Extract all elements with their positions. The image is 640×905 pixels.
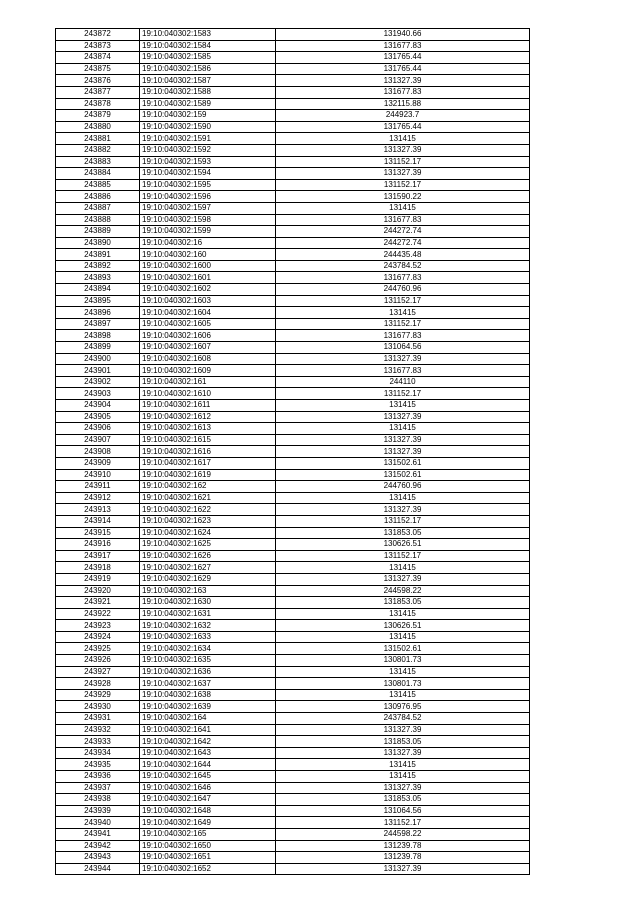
cadastral-number-cell: 19:10:040302:1585 [140,52,276,64]
value-cell: 131677.83 [276,330,530,342]
table-row [56,29,530,41]
value-cell: 244760.96 [276,284,530,296]
table-row [56,469,530,481]
table-row [56,86,530,98]
row-id-cell: 243918 [56,562,140,574]
table-row [56,759,530,771]
row-id-cell: 243937 [56,782,140,794]
row-id-cell: 243922 [56,608,140,620]
row-id-cell: 243876 [56,75,140,87]
row-id-cell: 243889 [56,226,140,238]
table-row [56,110,530,122]
value-cell: 131152.17 [276,318,530,330]
cadastral-number-cell: 19:10:040302:1584 [140,40,276,52]
cadastral-number-cell: 19:10:040302:160 [140,249,276,261]
table-row [56,318,530,330]
value-cell: 131327.39 [276,411,530,423]
row-id-cell: 243887 [56,202,140,214]
table-row [56,388,530,400]
value-cell: 130626.51 [276,620,530,632]
row-id-cell: 243940 [56,817,140,829]
table-row [56,214,530,226]
cadastral-number-cell: 19:10:040302:163 [140,585,276,597]
table-row [56,678,530,690]
row-id-cell: 243883 [56,156,140,168]
cadastral-number-cell: 19:10:040302:1591 [140,133,276,145]
cadastral-number-cell: 19:10:040302:1600 [140,260,276,272]
row-id-cell: 243875 [56,63,140,75]
table-row [56,249,530,261]
value-cell: 243784.52 [276,260,530,272]
cadastral-number-cell: 19:10:040302:1622 [140,504,276,516]
table-row [56,446,530,458]
cadastral-number-cell: 19:10:040302:1633 [140,631,276,643]
value-cell: 131765.44 [276,52,530,64]
row-id-cell: 243924 [56,631,140,643]
cadastral-number-cell: 19:10:040302:1613 [140,423,276,435]
table-row [56,353,530,365]
cadastral-number-cell: 19:10:040302:162 [140,481,276,493]
row-id-cell: 243885 [56,179,140,191]
row-id-cell: 243934 [56,747,140,759]
row-id-cell: 243920 [56,585,140,597]
cadastral-number-cell: 19:10:040302:1621 [140,492,276,504]
row-id-cell: 243917 [56,550,140,562]
cadastral-number-cell: 19:10:040302:1624 [140,527,276,539]
row-id-cell: 243927 [56,666,140,678]
table-row [56,782,530,794]
row-id-cell: 243897 [56,318,140,330]
cadastral-number-cell: 19:10:040302:1616 [140,446,276,458]
value-cell: 131064.56 [276,805,530,817]
table-row [56,342,530,354]
table-row [56,863,530,875]
table-row [56,539,530,551]
value-cell: 131415 [276,307,530,319]
cadastral-number-cell: 19:10:040302:1611 [140,400,276,412]
table-row [56,63,530,75]
cadastral-number-cell: 19:10:040302:1648 [140,805,276,817]
table-row [56,573,530,585]
row-id-cell: 243929 [56,689,140,701]
table-row [56,376,530,388]
value-cell: 131239.78 [276,852,530,864]
cadastral-number-cell: 19:10:040302:1645 [140,771,276,783]
table-row [56,481,530,493]
row-id-cell: 243900 [56,353,140,365]
table-row [56,260,530,272]
row-id-cell: 243880 [56,121,140,133]
table-row [56,295,530,307]
row-id-cell: 243879 [56,110,140,122]
row-id-cell: 243910 [56,469,140,481]
cadastral-number-cell: 19:10:040302:1632 [140,620,276,632]
table-row [56,144,530,156]
cadastral-number-cell: 19:10:040302:1602 [140,284,276,296]
cadastral-number-cell: 19:10:040302:1636 [140,666,276,678]
cadastral-number-cell: 19:10:040302:1643 [140,747,276,759]
value-cell: 244272.74 [276,226,530,238]
cadastral-number-cell: 19:10:040302:1630 [140,597,276,609]
cadastral-number-cell: 19:10:040302:1605 [140,318,276,330]
table-row [56,423,530,435]
row-id-cell: 243943 [56,852,140,864]
value-cell: 243784.52 [276,713,530,725]
cadastral-number-cell: 19:10:040302:1588 [140,86,276,98]
value-cell: 130626.51 [276,539,530,551]
cadastral-number-cell: 19:10:040302:1625 [140,539,276,551]
cadastral-number-cell: 19:10:040302:1647 [140,794,276,806]
row-id-cell: 243898 [56,330,140,342]
cadastral-number-cell: 19:10:040302:1599 [140,226,276,238]
cadastral-number-cell: 19:10:040302:1650 [140,840,276,852]
cadastral-number-cell: 19:10:040302:1631 [140,608,276,620]
cadastral-number-cell: 19:10:040302:1629 [140,573,276,585]
row-id-cell: 243915 [56,527,140,539]
table-row [56,771,530,783]
row-id-cell: 243878 [56,98,140,110]
value-cell: 131152.17 [276,388,530,400]
cadastral-number-cell: 19:10:040302:1586 [140,63,276,75]
cadastral-number-cell: 19:10:040302:1615 [140,434,276,446]
table-row [56,330,530,342]
row-id-cell: 243926 [56,655,140,667]
row-id-cell: 243888 [56,214,140,226]
table-row [56,365,530,377]
table-row [56,701,530,713]
table-row [56,284,530,296]
row-id-cell: 243936 [56,771,140,783]
row-id-cell: 243938 [56,794,140,806]
cadastral-number-cell: 19:10:040302:1652 [140,863,276,875]
value-cell: 131940.66 [276,29,530,41]
row-id-cell: 243903 [56,388,140,400]
row-id-cell: 243925 [56,643,140,655]
value-cell: 131152.17 [276,515,530,527]
table-row [56,585,530,597]
value-cell: 131415 [276,689,530,701]
cadastral-number-cell: 19:10:040302:1598 [140,214,276,226]
table-row [56,98,530,110]
row-id-cell: 243891 [56,249,140,261]
cadastral-number-cell: 19:10:040302:1638 [140,689,276,701]
row-id-cell: 243921 [56,597,140,609]
row-id-cell: 243944 [56,863,140,875]
table-row [56,655,530,667]
row-id-cell: 243913 [56,504,140,516]
table-row [56,794,530,806]
row-id-cell: 243894 [56,284,140,296]
row-id-cell: 243877 [56,86,140,98]
row-id-cell: 243901 [56,365,140,377]
cadastral-number-cell: 19:10:040302:1594 [140,168,276,180]
row-id-cell: 243881 [56,133,140,145]
table-row [56,666,530,678]
row-id-cell: 243935 [56,759,140,771]
cadastral-number-cell: 19:10:040302:1619 [140,469,276,481]
data-table [55,28,530,875]
cadastral-number-cell: 19:10:040302:1639 [140,701,276,713]
cadastral-number-cell: 19:10:040302:1635 [140,655,276,667]
value-cell: 131765.44 [276,63,530,75]
cadastral-number-cell: 19:10:040302:1649 [140,817,276,829]
cadastral-number-cell: 19:10:040302:165 [140,828,276,840]
value-cell: 131415 [276,608,530,620]
cadastral-number-cell: 19:10:040302:164 [140,713,276,725]
value-cell: 132115.88 [276,98,530,110]
table-row [56,400,530,412]
value-cell: 131853.05 [276,527,530,539]
value-cell: 131677.83 [276,272,530,284]
value-cell: 131415 [276,771,530,783]
value-cell: 130801.73 [276,678,530,690]
table-row [56,597,530,609]
row-id-cell: 243916 [56,539,140,551]
table-row [56,133,530,145]
cadastral-number-cell: 19:10:040302:1626 [140,550,276,562]
row-id-cell: 243933 [56,736,140,748]
value-cell: 131765.44 [276,121,530,133]
table-row [56,805,530,817]
cadastral-number-cell: 19:10:040302:1610 [140,388,276,400]
row-id-cell: 243923 [56,620,140,632]
value-cell: 131415 [276,423,530,435]
value-cell: 131677.83 [276,86,530,98]
value-cell: 131327.39 [276,782,530,794]
cadastral-number-cell: 19:10:040302:1646 [140,782,276,794]
value-cell: 131677.83 [276,365,530,377]
cadastral-number-cell: 19:10:040302:1642 [140,736,276,748]
table-row [56,226,530,238]
row-id-cell: 243930 [56,701,140,713]
value-cell: 131239.78 [276,840,530,852]
table-row [56,504,530,516]
cadastral-number-cell: 19:10:040302:1606 [140,330,276,342]
row-id-cell: 243899 [56,342,140,354]
cadastral-number-cell: 19:10:040302:1627 [140,562,276,574]
row-id-cell: 243872 [56,29,140,41]
value-cell: 244598.22 [276,585,530,597]
cadastral-number-cell: 19:10:040302:1590 [140,121,276,133]
row-id-cell: 243941 [56,828,140,840]
value-cell: 131677.83 [276,40,530,52]
value-cell: 131327.39 [276,504,530,516]
value-cell: 131327.39 [276,573,530,585]
cadastral-number-cell: 19:10:040302:161 [140,376,276,388]
value-cell: 244923.7 [276,110,530,122]
value-cell: 131415 [276,400,530,412]
value-cell: 131415 [276,631,530,643]
row-id-cell: 243893 [56,272,140,284]
value-cell: 131677.83 [276,214,530,226]
value-cell: 131415 [276,133,530,145]
table-row [56,179,530,191]
row-id-cell: 243907 [56,434,140,446]
table-row [56,492,530,504]
value-cell: 131502.61 [276,457,530,469]
cadastral-number-cell: 19:10:040302:1603 [140,295,276,307]
table-row [56,156,530,168]
table-row [56,457,530,469]
value-cell: 131415 [276,759,530,771]
value-cell: 131853.05 [276,736,530,748]
value-cell: 131152.17 [276,295,530,307]
cadastral-number-cell: 19:10:040302:1608 [140,353,276,365]
value-cell: 131502.61 [276,469,530,481]
value-cell: 131415 [276,202,530,214]
table-row [56,840,530,852]
table-row [56,434,530,446]
row-id-cell: 243911 [56,481,140,493]
table-row [56,515,530,527]
row-id-cell: 243932 [56,724,140,736]
cadastral-number-cell: 19:10:040302:159 [140,110,276,122]
cadastral-number-cell: 19:10:040302:1637 [140,678,276,690]
cadastral-number-cell: 19:10:040302:1589 [140,98,276,110]
row-id-cell: 243931 [56,713,140,725]
value-cell: 130976.95 [276,701,530,713]
cadastral-number-cell: 19:10:040302:1587 [140,75,276,87]
row-id-cell: 243890 [56,237,140,249]
table-row [56,168,530,180]
value-cell: 131152.17 [276,156,530,168]
cadastral-number-cell: 19:10:040302:1612 [140,411,276,423]
value-cell: 244598.22 [276,828,530,840]
row-id-cell: 243942 [56,840,140,852]
row-id-cell: 243928 [56,678,140,690]
cadastral-number-cell: 19:10:040302:1596 [140,191,276,203]
table-row [56,828,530,840]
cadastral-number-cell: 19:10:040302:1617 [140,457,276,469]
value-cell: 131415 [276,492,530,504]
row-id-cell: 243882 [56,144,140,156]
row-id-cell: 243895 [56,295,140,307]
value-cell: 131152.17 [276,179,530,191]
row-id-cell: 243904 [56,400,140,412]
cadastral-number-cell: 19:10:040302:16 [140,237,276,249]
row-id-cell: 243914 [56,515,140,527]
cadastral-number-cell: 19:10:040302:1593 [140,156,276,168]
table-row [56,202,530,214]
cadastral-number-cell: 19:10:040302:1607 [140,342,276,354]
row-id-cell: 243884 [56,168,140,180]
value-cell: 131064.56 [276,342,530,354]
row-id-cell: 243908 [56,446,140,458]
table-row [56,411,530,423]
table-row [56,852,530,864]
cadastral-number-cell: 19:10:040302:1601 [140,272,276,284]
cadastral-number-cell: 19:10:040302:1597 [140,202,276,214]
row-id-cell: 243905 [56,411,140,423]
cadastral-number-cell: 19:10:040302:1623 [140,515,276,527]
row-id-cell: 243909 [56,457,140,469]
value-cell: 131415 [276,562,530,574]
value-cell: 244110 [276,376,530,388]
table-row [56,52,530,64]
table-row [56,550,530,562]
table-row [56,562,530,574]
cadastral-number-cell: 19:10:040302:1583 [140,29,276,41]
table-row [56,191,530,203]
value-cell: 244435.48 [276,249,530,261]
table-row [56,724,530,736]
row-id-cell: 243892 [56,260,140,272]
cadastral-number-cell: 19:10:040302:1592 [140,144,276,156]
value-cell: 131327.39 [276,863,530,875]
table-row [56,237,530,249]
value-cell: 131327.39 [276,144,530,156]
value-cell: 131327.39 [276,747,530,759]
value-cell: 130801.73 [276,655,530,667]
value-cell: 131853.05 [276,597,530,609]
row-id-cell: 243896 [56,307,140,319]
row-id-cell: 243912 [56,492,140,504]
table-row [56,620,530,632]
value-cell: 131415 [276,666,530,678]
cadastral-number-cell: 19:10:040302:1644 [140,759,276,771]
table-row [56,307,530,319]
cadastral-number-cell: 19:10:040302:1595 [140,179,276,191]
row-id-cell: 243873 [56,40,140,52]
row-id-cell: 243886 [56,191,140,203]
table-row [56,631,530,643]
table-row [56,643,530,655]
table-row [56,40,530,52]
row-id-cell: 243939 [56,805,140,817]
row-id-cell: 243919 [56,573,140,585]
value-cell: 131327.39 [276,724,530,736]
value-cell: 244272.74 [276,237,530,249]
value-cell: 131327.39 [276,168,530,180]
table-row [56,747,530,759]
value-cell: 131327.39 [276,75,530,87]
table-row [56,121,530,133]
table-row [56,689,530,701]
cadastral-number-cell: 19:10:040302:1604 [140,307,276,319]
value-cell: 244760.96 [276,481,530,493]
value-cell: 131327.39 [276,353,530,365]
value-cell: 131152.17 [276,550,530,562]
table-row [56,713,530,725]
value-cell: 131502.61 [276,643,530,655]
row-id-cell: 243874 [56,52,140,64]
value-cell: 131152.17 [276,817,530,829]
value-cell: 131327.39 [276,446,530,458]
table-row [56,608,530,620]
table-row [56,75,530,87]
table-row [56,527,530,539]
table-body [56,29,530,875]
cadastral-number-cell: 19:10:040302:1634 [140,643,276,655]
value-cell: 131853.05 [276,794,530,806]
table-row [56,736,530,748]
row-id-cell: 243906 [56,423,140,435]
cadastral-number-cell: 19:10:040302:1609 [140,365,276,377]
cadastral-number-cell: 19:10:040302:1651 [140,852,276,864]
row-id-cell: 243902 [56,376,140,388]
value-cell: 131327.39 [276,434,530,446]
table-row [56,817,530,829]
value-cell: 131590.22 [276,191,530,203]
table-row [56,272,530,284]
cadastral-number-cell: 19:10:040302:1641 [140,724,276,736]
